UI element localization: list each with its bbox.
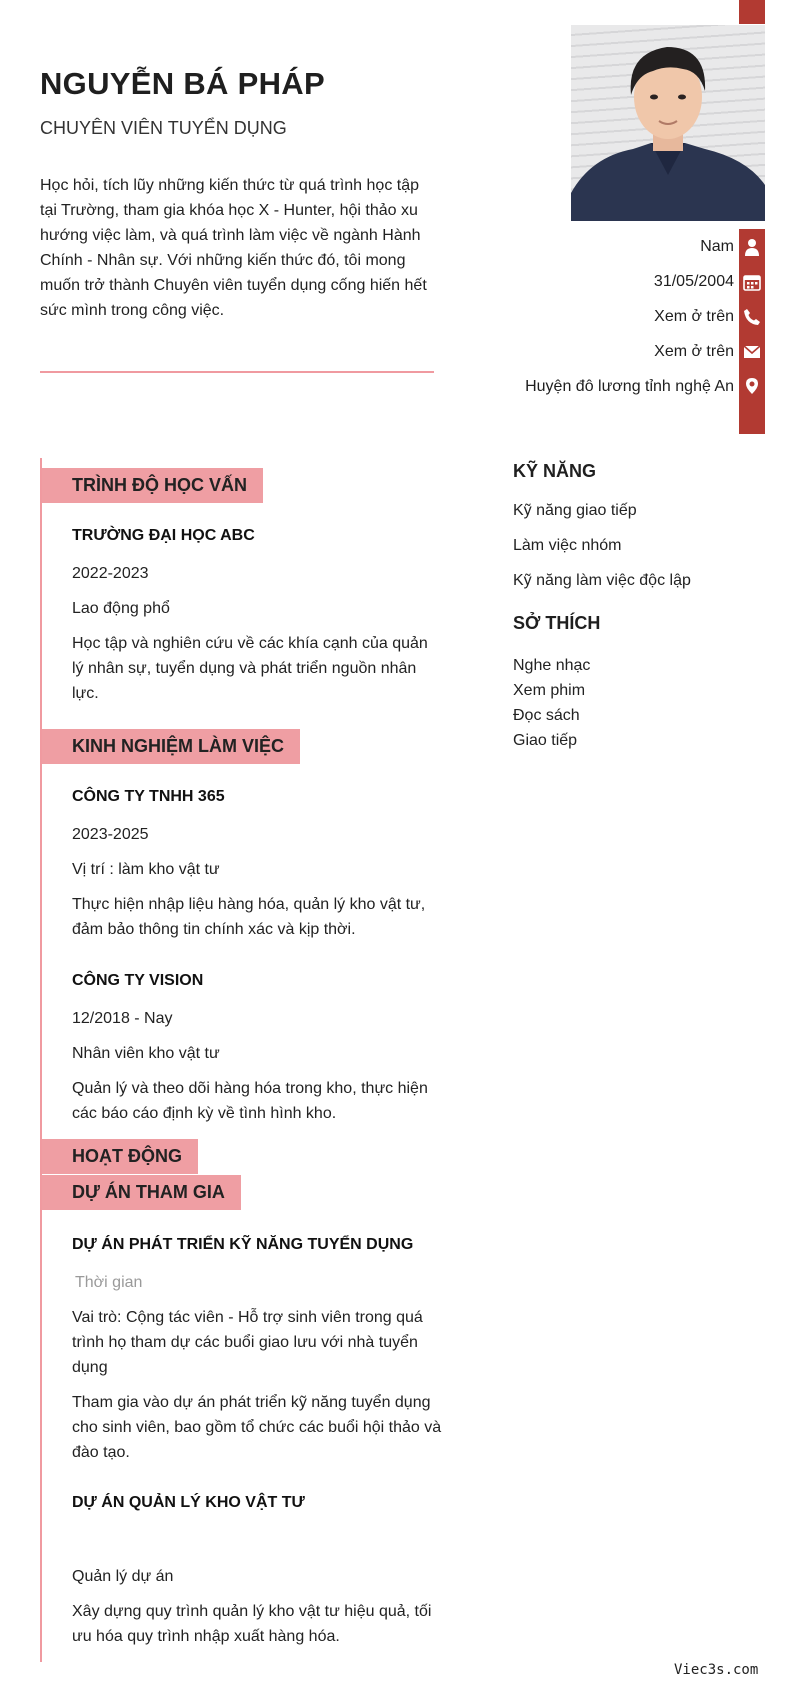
project-description: Tham gia vào dự án phát triển kỹ năng tuyển dụng cho sinh viên, bao gồm tổ chức các buổi hội thảo và đào tạo. — [72, 1394, 442, 1461]
profile-photo — [571, 25, 765, 221]
experience-heading: KINH NGHIỆM LÀM VIỆC — [42, 729, 300, 764]
location-pin-icon — [743, 377, 761, 395]
hobbies-heading: SỞ THÍCH — [513, 613, 601, 633]
summary-divider — [40, 371, 434, 373]
projects-heading: DỰ ÁN THAM GIA — [42, 1175, 241, 1210]
contact-gender: Nam — [700, 238, 734, 255]
candidate-name: NGUYỄN BÁ PHÁP — [40, 66, 325, 101]
job-description: Quản lý và theo dõi hàng hóa trong kho, thực hiện các báo cáo định kỳ về tình hình kho. — [72, 1080, 428, 1122]
skill-item: Làm việc nhóm — [513, 537, 622, 554]
project-description: Xây dựng quy trình quản lý kho vật tư hiệu quả, tối ưu hóa quy trình nhập xuất hàng hóa. — [72, 1603, 432, 1645]
mail-icon — [743, 343, 761, 361]
site-watermark: Viec3s.com — [674, 1662, 759, 1678]
career-summary: Học hỏi, tích lũy những kiến thức từ quá trình học tập tại Trường, tham gia khóa học X - Hunter, hội thảo xu hướng việc làm, và quá trình làm việc về ngành Hành Chính - Nhân sự. Với những kiến thức đó, tôi mong muốn trở thành Chuyên viên tuyển dụng cống hiến hết sức mình trong công việc. — [40, 177, 427, 319]
job-period: 2023-2025 — [72, 826, 149, 843]
person-icon — [743, 238, 761, 256]
project-name: DỰ ÁN PHÁT TRIỂN KỸ NĂNG TUYỂN DỤNG — [72, 1236, 414, 1253]
project-role: Quản lý dự án — [72, 1568, 174, 1585]
timeline-line — [40, 458, 42, 1662]
project-time-placeholder: Thời gian — [75, 1274, 143, 1291]
hobby-item: Xem phim — [513, 682, 586, 699]
job-position: Vị trí : làm kho vật tư — [72, 861, 220, 878]
hobby-item: Đọc sách — [513, 707, 580, 724]
job-company: CÔNG TY VISION — [72, 972, 204, 989]
contact-address: Huyện đô lương tỉnh nghệ An — [525, 378, 734, 395]
job-description: Thực hiện nhập liệu hàng hóa, quản lý kho vật tư, đảm bảo thông tin chính xác và kịp thời. — [72, 896, 426, 938]
avatar-illustration — [571, 25, 765, 221]
education-major: Lao động phổ — [72, 600, 170, 617]
skill-item: Kỹ năng giao tiếp — [513, 502, 637, 519]
job-position: Nhân viên kho vật tư — [72, 1045, 220, 1062]
contact-phone[interactable]: Xem ở trên — [654, 308, 734, 325]
education-period: 2022-2023 — [72, 565, 149, 582]
accent-bar-contact — [739, 229, 765, 434]
education-description: Học tập và nghiên cứu về các khía cạnh của quản lý nhân sự, tuyển dụng và phát triển nguồn nhân lực. — [72, 635, 428, 702]
hobby-item: Nghe nhạc — [513, 657, 591, 674]
contact-email[interactable]: Xem ở trên — [654, 343, 734, 360]
candidate-job-title: CHUYÊN VIÊN TUYỂN DỤNG — [40, 118, 287, 138]
education-school: TRƯỜNG ĐẠI HỌC ABC — [72, 527, 255, 544]
skill-item: Kỹ năng làm việc độc lập — [513, 572, 691, 589]
hobby-item: Giao tiếp — [513, 732, 578, 749]
education-heading: TRÌNH ĐỘ HỌC VẤN — [42, 468, 263, 503]
skills-heading: KỸ NĂNG — [513, 461, 597, 481]
contact-birthday: 31/05/2004 — [653, 273, 734, 290]
hobby-list — [513, 653, 590, 753]
phone-icon — [743, 308, 761, 326]
job-period: 12/2018 - Nay — [72, 1010, 173, 1027]
calendar-icon — [743, 273, 761, 291]
project-role: Vai trò: Cộng tác viên - Hỗ trợ sinh viên trong quá trình họ tham dự các buổi giao lưu với nhà tuyển dụng — [72, 1309, 423, 1376]
accent-bar-top — [739, 0, 765, 24]
job-company: CÔNG TY TNHH 365 — [72, 788, 225, 805]
activities-heading: HOẠT ĐỘNG — [42, 1139, 198, 1174]
project-name: DỰ ÁN QUẢN LÝ KHO VẬT TƯ — [72, 1494, 305, 1511]
